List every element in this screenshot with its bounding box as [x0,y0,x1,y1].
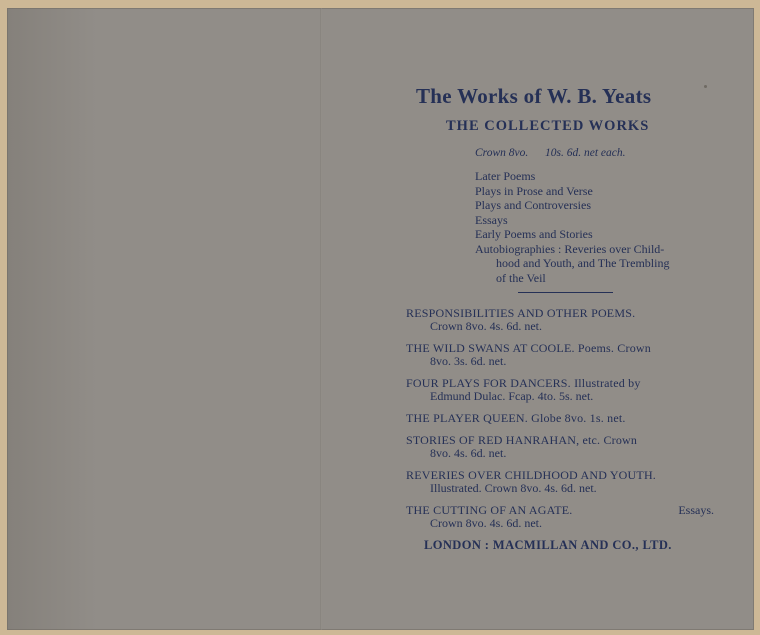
list-item: Later Poems [475,169,536,183]
work-entry [406,377,714,403]
book-cover-sheet [7,8,754,630]
price-label: 10s. 6d. net each. [545,147,626,159]
center-fold-line [320,8,322,630]
list-item: Early Poems and Stories [475,227,593,241]
divider [518,292,613,293]
work-entry [406,342,714,368]
work-entry-details: 8vo. 4s. 6d. net. [430,446,507,460]
work-entry-title: FOUR PLAYS FOR DANCERS. Illustrated by [406,376,641,390]
work-entry-title: STORIES OF RED HANRAHAN, etc. Crown [406,433,638,447]
autobiographies-line-3: of the Veil [496,270,546,285]
page-title: The Works of W. B. Yeats [416,84,652,108]
work-entry-title: THE WILD SWANS AT COOLE. Poems. Crown [406,341,651,355]
work-entry [406,469,714,495]
work-entry-details: 8vo. 3s. 6d. net. [430,354,507,368]
work-entry [406,412,714,425]
work-entry [406,307,714,333]
autobiographies-line-1: Autobiographies : Reveries over Child- [475,241,665,256]
work-entry-details: Crown 8vo. 4s. 6d. net. [430,319,542,333]
work-entry-title: REVERIES OVER CHILDHOOD AND YOUTH. [406,468,657,482]
work-entry-title: THE CUTTING OF AN AGATE. [406,503,573,517]
work-entry-note: Essays. [678,503,714,517]
work-entry-details: Crown 8vo. 4s. 6d. net. [430,516,542,530]
publisher-imprint: LONDON : MACMILLAN AND CO., LTD. [424,538,672,552]
work-entry-title: THE PLAYER QUEEN. Globe 8vo. 1s. net. [406,411,626,425]
autobiographies-line-2: hood and Youth, and The Trembling [496,256,670,270]
works-list [406,307,714,539]
work-entry [406,504,714,530]
list-item: Essays [475,212,508,227]
list-item: Plays in Prose and Verse [475,183,593,198]
list-item: Plays and Controversies [475,198,591,212]
section-heading: THE COLLECTED WORKS [446,118,650,134]
work-entry-details: Illustrated. Crown 8vo. 4s. 6d. net. [430,481,597,495]
list-item-autobiographies [475,242,715,286]
collected-volumes-list [475,169,715,285]
work-entry-title: RESPONSIBILITIES AND OTHER POEMS. [406,306,636,320]
format-price-line [475,147,625,159]
work-entry-details: Edmund Dulac. Fcap. 4to. 5s. net. [430,389,594,403]
format-label: Crown 8vo. [475,147,529,159]
work-entry [406,434,714,460]
